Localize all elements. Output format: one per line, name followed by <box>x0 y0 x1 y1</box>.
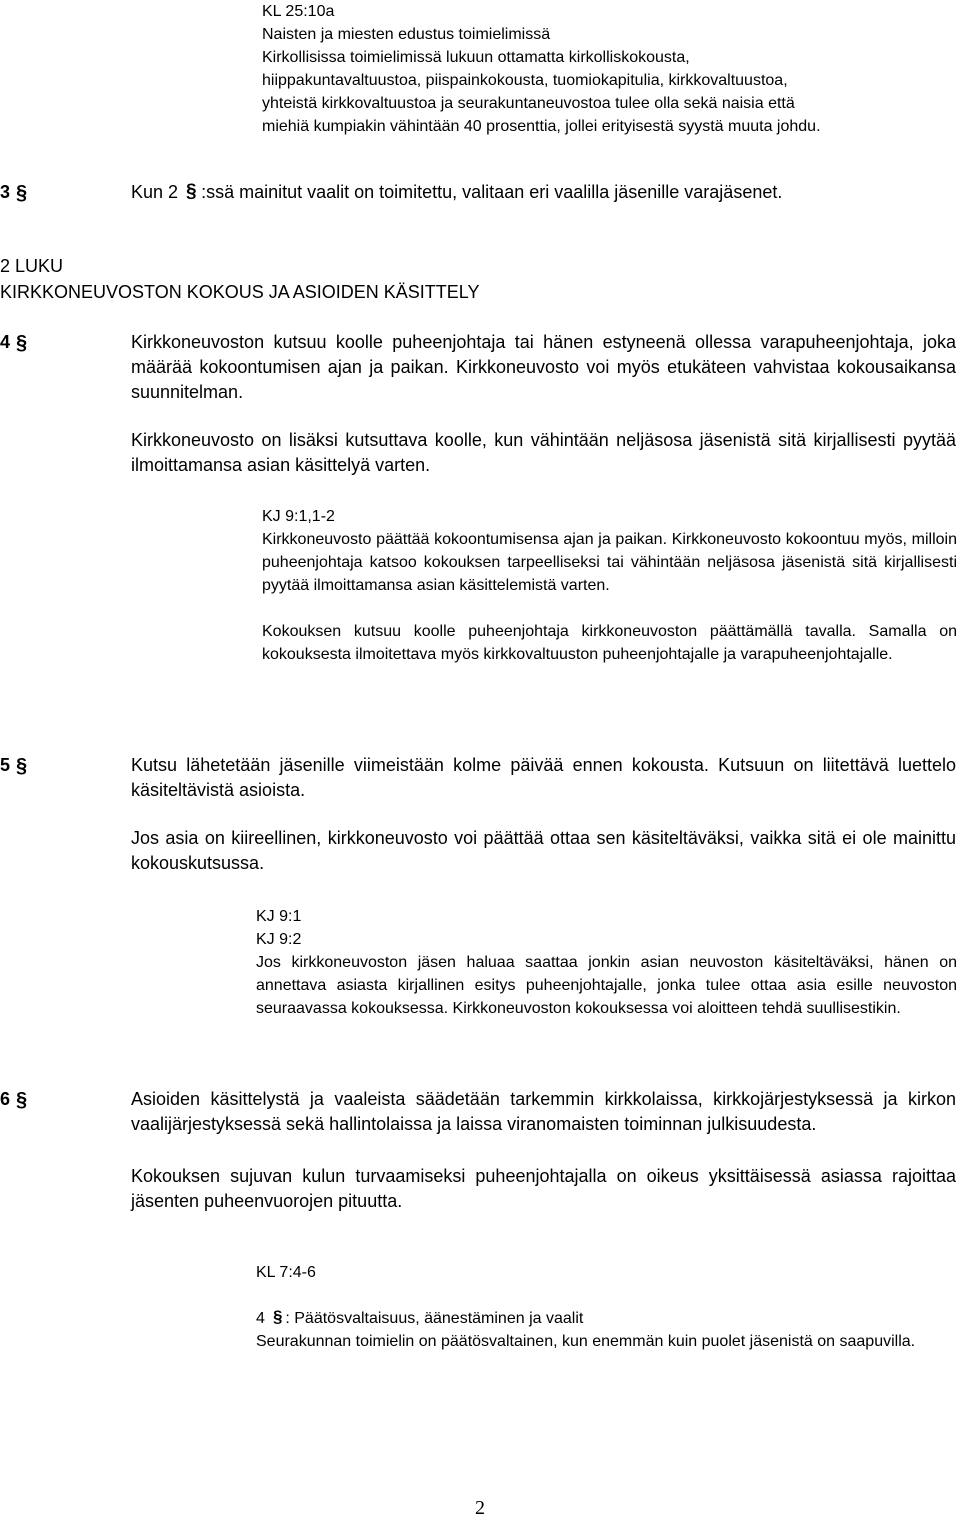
note-line: Kirkollisissa toimielimissä lukuun ottamatta kirkolliskokousta, <box>262 49 690 66</box>
note-paragraph: Jos kirkkoneuvoston jäsen haluaa saattaa jonkin asian neuvoston käsiteltäväksi, hänen on annettava asiasta kirjallinen esitys puheenjohtajalle, jonka tulee ottaa asia esille neuvoston seuraavassa kokouksessa. Kirkkoneuvoston kokouksessa voi aloitteen tehdä suullisestikin. <box>256 954 957 1017</box>
section-sign-icon <box>273 1308 285 1326</box>
section-paragraph: Jos asia on kiireellinen, kirkkoneuvosto voi päättää ottaa sen käsiteltäväksi, vaikka sitä ei ole mainittu kokouskutsussa. <box>131 828 956 873</box>
note-kj-9-2 <box>256 905 957 1020</box>
section-text-start: Kun 2 <box>131 182 179 202</box>
note-line: hiippakuntavaltuustoa, piispainkokousta, tuomiokapitulia, kirkkovaltuustoa, <box>262 72 788 89</box>
note-paragraph: Kokouksen kutsuu koolle puheenjohtaja kirkkoneuvoston päättämällä tavalla. Samalla on kokouksesta ilmoitettava myös kirkkovaltuuston puheenjohtajalle ja varapuheenjohtajalle. <box>262 623 957 663</box>
section-sign-icon <box>16 182 28 204</box>
svg-text:§: § <box>273 1308 283 1326</box>
section-sign-icon <box>16 1089 28 1111</box>
section-sign-icon <box>16 332 28 354</box>
chapter-heading <box>0 253 900 305</box>
svg-text:§: § <box>16 181 28 204</box>
section-6 <box>0 1087 958 1247</box>
svg-text:§: § <box>16 1088 28 1111</box>
note-kl-7-4-6 <box>256 1261 957 1353</box>
note-heading-text: : Päätösvaltaisuus, äänestäminen ja vaalit <box>285 1310 584 1327</box>
svg-text:§: § <box>186 181 197 201</box>
section-sign-icon <box>16 755 28 777</box>
note-kl-25-10a <box>262 0 960 138</box>
note-ref: KJ 9:1 <box>256 908 302 925</box>
note-heading-number: 4 <box>256 1310 265 1327</box>
note-heading <box>256 1307 957 1330</box>
section-number: 6 <box>0 1089 11 1109</box>
svg-text:§: § <box>16 331 28 354</box>
section-3 <box>0 180 958 210</box>
note-paragraph: Seurakunnan toimielin on päätösvaltainen, kun enemmän kuin puolet jäsenistä on saapuvilla. <box>256 1333 916 1350</box>
section-paragraph: Kirkkoneuvosto on lisäksi kutsuttava koolle, kun vähintään neljäsosa jäsenistä sitä kirjallisesti pyytää ilmoittamansa asian käsittelyä varten. <box>131 430 956 475</box>
section-number: 4 <box>0 332 11 352</box>
page-number: 2 <box>475 1497 485 1519</box>
section-paragraph: Kokouksen sujuvan kulun turvaamiseksi puheenjohtajalla on oikeus yksittäisessä asiassa rajoittaa jäsenten puheenvuorojen pituutta. <box>131 1166 956 1211</box>
chapter-number: 2 LUKU <box>0 256 64 276</box>
svg-text:§: § <box>16 754 28 777</box>
chapter-title: KIRKKONEUVOSTON KOKOUS JA ASIOIDEN KÄSITTELY <box>0 282 480 302</box>
note-paragraph: Kirkkoneuvosto päättää kokoontumisensa ajan ja paikan. Kirkkoneuvosto kokoontuu myös, milloin puheenjohtaja katsoo kokouksen tarpeelliseksi tai vähintään neljäsosa jäsenistä sitä kirjallisesti pyytää ilmoittamansa asian käsittelemistä varten. <box>262 531 957 594</box>
section-text-end: :ssä mainitut vaalit on toimitettu, valitaan eri vaalilla jäsenille varajäsenet. <box>201 182 783 202</box>
note-title: Naisten ja miesten edustus toimielimissä <box>262 26 551 43</box>
section-paragraph: Kirkkoneuvoston kutsuu koolle puheenjohtaja tai hänen estyneenä ollessa varapuheenjohtaja, joka määrää kokoontumisen ajan ja paikan. Kirkkoneuvosto voi myös etukäteen vahvistaa kokousaikansa suunnitelman. <box>131 332 956 402</box>
section-paragraph: Asioiden käsittelystä ja vaaleista säädetään tarkemmin kirkkolaissa, kirkkojärjestyksessä ja kirkon vaalijärjestyksessä sekä hallintolaissa ja laissa viranomaisten toiminnan julkisuudesta. <box>131 1089 956 1134</box>
note-ref: KJ 9:1,1-2 <box>262 508 335 525</box>
note-ref: KL 7:4-6 <box>256 1264 316 1281</box>
section-number: 5 <box>0 755 11 775</box>
section-number: 3 <box>0 182 11 202</box>
note-line: miehiä kumpiakin vähintään 40 prosenttia, jollei erityisestä syystä muuta johdu. <box>262 118 821 135</box>
note-line: yhteistä kirkkovaltuustoa ja seurakuntaneuvostoa tulee olla sekä naisia että <box>262 95 795 112</box>
note-kj-9-1 <box>262 505 957 666</box>
section-5 <box>0 753 958 883</box>
section-paragraph: Kutsu lähetetään jäsenille viimeistään kolme päivää ennen kokousta. Kutsuun on liitettävä luettelo käsiteltävistä asioista. <box>131 755 956 800</box>
note-ref: KJ 9:2 <box>256 931 302 948</box>
section-sign-icon <box>185 181 199 201</box>
note-ref: KL 25:10a <box>262 3 335 20</box>
